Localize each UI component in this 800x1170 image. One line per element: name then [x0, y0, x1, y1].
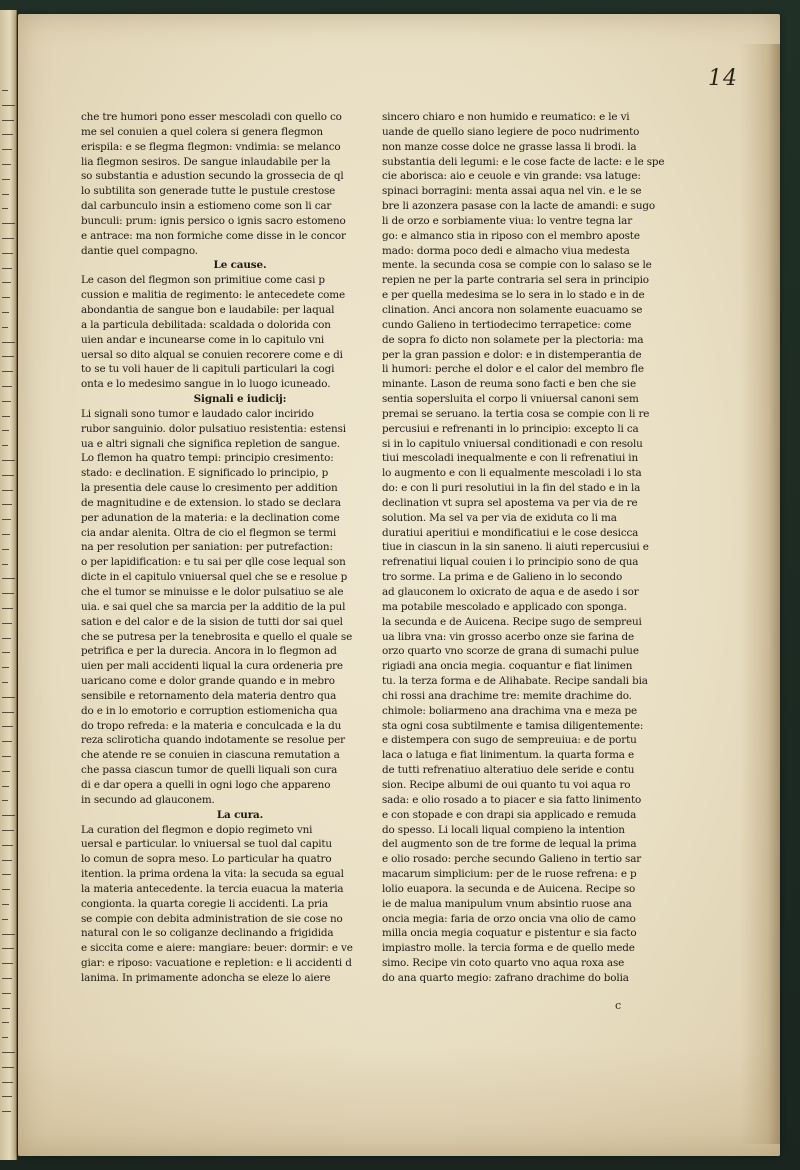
previous-page-text-mark — [2, 253, 13, 254]
previous-page-text-mark — [2, 327, 8, 328]
text-line: macarum simplicium: per de le ruose refrena: e p — [382, 868, 637, 881]
text-line: sation e del calor e de la sision de tutti dor sai quel — [81, 615, 343, 628]
text-line: impiastro molle. la tercia forma e de quello mede — [382, 942, 635, 955]
previous-page-text-mark — [2, 593, 14, 594]
text-line: so substantia e adustion secundo la grossecia de ql — [81, 170, 344, 183]
text-line: simo. Recipe vin coto quarto vno aqua roxa ase — [382, 957, 625, 970]
folio-page — [18, 14, 780, 1156]
previous-page-text-mark — [2, 682, 8, 683]
folio-number: 14 — [708, 66, 738, 91]
text-line: mente. la secunda cosa se compie con lo salaso se le — [382, 259, 652, 272]
text-line: che se putresa per la tenebrosita e quello el quale se — [81, 630, 353, 643]
text-line: Le cause. — [213, 259, 267, 272]
text-line: laca o latuga e fiat linimentum. la quarta forma e — [382, 749, 634, 762]
text-line: Li signali sono tumor e laudado calor incirido — [81, 407, 314, 420]
text-line: Le cason del flegmon son primitiue come casi p — [81, 274, 325, 287]
text-line: clination. Anci ancora non solamente euacuamo se — [382, 303, 643, 316]
previous-page-text-mark — [2, 726, 13, 727]
text-line: uien per mali accidenti liqual la cura ordeneria pre — [81, 660, 343, 673]
text-line: o per lapidification: e tu sai per qlle cose lequal son — [81, 556, 346, 569]
previous-page-text-mark — [2, 401, 11, 402]
text-line: minante. Lason de reuma sono facti e ben che sie — [382, 378, 636, 391]
text-line: lanima. In primamente adoncha se eleze lo aiere — [81, 971, 331, 984]
previous-page-text-mark — [2, 815, 15, 816]
text-line: rigiadi ana oncia megia. coquantur e fiat linimen — [382, 660, 633, 673]
previous-page-text-mark — [2, 268, 12, 269]
text-line: premai se seruano. la tertia cosa se compie con li re — [382, 407, 650, 420]
previous-page-text-mark — [2, 934, 15, 935]
text-line: bunculi: prum: ignis persico o ignis sacro estomeno — [81, 214, 346, 227]
text-line: refrenatiui liqual couien i lo principio sono de qua — [382, 556, 639, 569]
text-line: solution. Ma sel va per via de exiduta co li ma — [382, 511, 617, 524]
previous-page-text-mark — [2, 238, 14, 239]
previous-page-text-mark — [2, 978, 12, 979]
text-line: Lo flemon ha quatro tempi: principio cresimento: — [81, 452, 334, 465]
text-line: per la gran passion e dolor: e in distemperantia de — [382, 348, 642, 361]
previous-page-text-mark — [2, 623, 12, 624]
text-line: li de orzo e sorbiamente viua: lo ventre tegna lar — [382, 214, 633, 227]
previous-page-text-mark — [2, 1008, 10, 1009]
text-line: itention. la prima ordena la vita: la secuda sa egual — [81, 868, 344, 881]
text-line: me sel conuien a quel colera si genera flegmon — [81, 125, 323, 138]
text-line: onta e lo medesimo sangue in lo luogo icuneado. — [81, 378, 331, 391]
text-line: uande de quello siano legiere de poco nudrimento — [382, 125, 640, 138]
previous-page-text-mark — [2, 845, 13, 846]
text-line: to se tu voli hauer de li capituli particulari la cogi — [81, 363, 335, 376]
text-line: cundo Galieno in tertiodecimo terrapetice: come — [382, 318, 632, 331]
previous-page-text-mark — [2, 504, 12, 505]
text-line: do ana quarto megio: zafrano drachime do bolia — [382, 971, 629, 984]
previous-page-text-mark — [2, 904, 9, 905]
text-line: reza scliroticha quando indotamente se resolue per — [81, 734, 345, 747]
text-line: do spesso. Li locali liqual compieno la intention — [382, 823, 625, 836]
text-line: lo comun de sopra meso. Lo particular ha quatro — [81, 853, 332, 866]
text-line: dal carbunculo insin a estiomeno come son li car — [81, 200, 332, 213]
previous-page-text-mark — [2, 90, 8, 91]
text-line: sta ogni cosa subtilmente e tamisa diligentemente: — [382, 719, 644, 732]
text-line: sada: e olio rosado a to piacer e sia fatto linimento — [382, 793, 642, 806]
previous-page-text-mark — [2, 756, 11, 757]
previous-page-text-mark — [2, 371, 13, 372]
text-line: La cura. — [216, 808, 264, 821]
text-line: congionta. la quarta coregie li accidenti. La pria — [81, 897, 329, 910]
signature-mark: c — [615, 999, 622, 1012]
text-line: sincero chiaro e non humido e reumatico: e le vi — [382, 111, 630, 123]
previous-page-text-mark — [2, 549, 9, 550]
text-line: chi rossi ana drachime tre: memite drachime do. — [382, 689, 632, 702]
previous-page-text-mark — [2, 800, 8, 801]
text-line: do: e con li puri resolutiui in la fin del stado e in la — [382, 482, 641, 495]
text-line: e con stopade e con drapi sia applicado e remuda — [382, 808, 637, 821]
previous-page-text-mark — [2, 1037, 8, 1038]
text-line: giar: e riposo: vacuatione e repletion: e li accidenti d — [81, 957, 352, 970]
previous-page-text-mark — [2, 874, 11, 875]
previous-page-text-mark — [2, 786, 9, 787]
text-line: spinaci borragini: menta assai aqua nel vin. e le se — [382, 185, 642, 198]
right-text-column — [382, 110, 700, 986]
text-line: de sopra fo dicto non solamete per la plectoria: ma — [382, 333, 644, 346]
text-line: che el tumor se minuisse e le dolor pulsatiuo se ale — [81, 586, 344, 598]
previous-page-text-mark — [2, 312, 9, 313]
text-line: del augmento son de tre forme de lequal la prima — [382, 838, 637, 851]
text-line: di e dar opera a quelli in ogni logo che appareno — [81, 778, 331, 791]
previous-page-text-mark — [2, 430, 9, 431]
previous-page-text-mark — [2, 475, 14, 476]
previous-page-text-mark — [2, 149, 12, 150]
previous-page-text-mark — [2, 356, 14, 357]
text-line: do e in lo emotorio e corruption estiomenicha qua — [81, 704, 338, 717]
text-line: chimole: boliarmeno ana drachima vna e meza pe — [382, 704, 637, 717]
text-line: a la particula debilitada: scaldada o dolorida con — [81, 318, 331, 331]
previous-page-text-mark — [2, 1067, 14, 1068]
previous-page-text-mark — [2, 889, 10, 890]
text-line: ua libra vna: vin grosso acerbo onze sie farina de — [382, 630, 634, 643]
previous-page-text-mark — [2, 963, 13, 964]
text-line: sensibile e retornamento dela materia dentro qua — [81, 689, 337, 702]
text-line: la secunda e de Auicena. Recipe sugo de sempreui — [382, 615, 642, 628]
text-line: uersal so dito alqual se conuien recorere come e di — [81, 348, 343, 361]
text-line: li humori: perche el dolor e el calor del membro fle — [382, 363, 644, 376]
previous-page-text-mark — [2, 194, 9, 195]
text-line: de magnitudine e de extension. lo stado se declara — [81, 496, 341, 509]
text-line: tiue in ciascun in la sin saneno. li aiuti repercusiui e — [382, 541, 649, 554]
previous-page-text-mark — [2, 652, 10, 653]
previous-page-text-mark — [2, 179, 10, 180]
text-line: ad glauconem lo oxicrato de aqua e de asedo i sor — [382, 586, 639, 598]
text-line: la presentia dele cause lo cresimento per addition — [81, 482, 338, 495]
previous-page-text-mark — [2, 534, 10, 535]
text-line: cie aborisca: aio e ceuole e vin grande: vsa latuge: — [382, 170, 641, 183]
text-line: non manze cosse dolce ne grasse lassa li brodi. la — [382, 140, 637, 153]
text-line: Signali e iudicij: — [193, 393, 287, 406]
text-line: cussion e malitia de regimento: le antecedete come — [81, 289, 345, 302]
previous-page-text-mark — [2, 564, 8, 565]
previous-page-edge — [0, 10, 17, 1160]
text-line: dicte in el capitulo vniuersal quel che se e resolue p — [81, 571, 348, 584]
text-line: tu. la terza forma e de Alihabate. Recipe sandali bia — [382, 675, 648, 688]
text-line: sentia sopersluita el corpo li vniuersal canoni sem — [382, 393, 639, 406]
text-line: e olio rosado: perche secundo Galieno in tertio sar — [382, 853, 642, 866]
previous-page-text-mark — [2, 578, 15, 579]
text-line: e siccita come e aiere: mangiare: beuer: dormir: e ve — [81, 942, 353, 955]
text-line: lolio euapora. la secunda e de Auicena. Recipe so — [382, 882, 636, 895]
text-line: uaricano come e dolor grande quando e in mebro — [81, 675, 335, 688]
previous-page-text-mark — [2, 1111, 11, 1112]
text-line: milla oncia megia coquatur e pistentur e sia facto — [382, 927, 637, 940]
text-line: se compie con debita administration de sie cose no — [81, 912, 343, 925]
text-line: na per resolution per saniation: per putrefaction: — [81, 541, 333, 554]
previous-page-text-mark — [2, 993, 11, 994]
text-line: per adunation de la materia: e la declination come — [81, 511, 340, 524]
previous-page-text-mark — [2, 223, 15, 224]
text-line: in secundo ad glauconem. — [81, 793, 215, 806]
previous-page-text-mark — [2, 282, 11, 283]
text-line: uia. e sai quel che sa marcia per la additio de la pul — [81, 600, 346, 613]
text-line: ma potabile mescolado e applicado con sponga. — [382, 600, 627, 613]
text-line: erispila: e se flegma flegmon: vndimia: se melanco — [81, 140, 341, 153]
text-line: La curation del flegmon e dopio regimeto vni — [81, 823, 313, 836]
text-line: bre li azonzera pasase con la lacte de amandi: e sugo — [382, 200, 655, 213]
previous-page-text-mark — [2, 105, 15, 106]
previous-page-text-mark — [2, 416, 10, 417]
previous-page-text-mark — [2, 638, 11, 639]
previous-page-text-mark — [2, 771, 10, 772]
previous-page-text-mark — [2, 460, 15, 461]
text-line: do tropo refreda: e la materia e conculcada e la du — [81, 719, 342, 732]
text-line: lo subtilita son generade tutte le pustule crestose — [81, 185, 336, 198]
text-line: ua e altri signali che significa repletion de sangue. — [81, 437, 341, 450]
text-line: tiui mescoladi inequalmente e con li refrenatiui in — [382, 452, 638, 465]
text-line: percusiui e refrenanti in lo principio: excepto li ca — [382, 422, 639, 435]
previous-page-text-mark — [2, 519, 11, 520]
previous-page-text-mark — [2, 608, 13, 609]
previous-page-text-mark — [2, 948, 14, 949]
text-line: sion. Recipe albumi de oui quanto tu voi aqua ro — [382, 778, 631, 791]
previous-page-text-mark — [2, 1082, 13, 1083]
text-line: che atende re se conuien in ciascuna remutation a — [81, 749, 340, 762]
text-line: go: e almanco stia in riposo con el membro aposte — [382, 229, 640, 242]
text-line: che passa ciascun tumor de quelli liquali son cura — [81, 764, 338, 777]
previous-page-text-mark — [2, 697, 15, 698]
previous-page-text-mark — [2, 741, 12, 742]
previous-page-text-mark — [2, 297, 10, 298]
text-line: repien ne per la parte contraria sel sera in principio — [382, 274, 649, 287]
previous-page-text-mark — [2, 712, 14, 713]
text-line: ie de malua manipulum vnum absintio ruose ana — [382, 897, 632, 910]
text-line: la materia antecedente. la tercia euacua la materia — [81, 882, 344, 895]
previous-page-text-mark — [2, 830, 14, 831]
text-line: e per quella medesima se lo sera in lo stado e in de — [382, 289, 645, 302]
text-line: petrifica e per la durecia. Ancora in lo flegmon ad — [81, 645, 337, 658]
previous-page-text-mark — [2, 164, 11, 165]
page-edge-shading — [740, 44, 780, 1144]
text-line: e antrace: ma non formiche come disse in le concor — [81, 229, 346, 242]
previous-page-text-mark — [2, 208, 8, 209]
text-line: lo augmento e con li equalmente mescoladi i lo sta — [382, 467, 642, 480]
text-line: declination vt supra sel apostema va per via de re — [382, 496, 638, 509]
previous-page-text-mark — [2, 134, 13, 135]
previous-page-text-mark — [2, 919, 8, 920]
left-text-column — [81, 110, 399, 986]
text-line: natural con le so coliganze declinando a frigidida — [81, 927, 334, 940]
text-line: rubor sanguinio. dolor pulsatiuo resistentia: estensi — [81, 422, 346, 435]
previous-page-text-mark — [2, 342, 15, 343]
previous-page-text-mark — [2, 667, 9, 668]
previous-page-text-mark — [2, 1052, 15, 1053]
text-line: tro sorme. La prima e de Galieno in lo secondo — [382, 571, 623, 584]
text-line: lia flegmon sesiros. De sangue inlaudabile per la — [81, 155, 331, 168]
text-line: stado: e declination. E significado lo principio, p — [81, 467, 329, 480]
text-line: che tre humori pono esser mescoladi con quello co — [81, 111, 342, 123]
text-line: substantia deli legumi: e le cose facte de lacte: e le spe — [382, 155, 665, 168]
previous-page-text-mark — [2, 490, 13, 491]
text-line: oncia megia: faria de orzo oncia vna olio de camo — [382, 912, 636, 925]
text-line: de tutti refrenatiuo alteratiuo dele seride e contu — [382, 764, 635, 777]
page-bottom-shading — [18, 1046, 780, 1156]
text-line: dantie quel compagno. — [81, 244, 198, 257]
text-line: abondantia de sangue bon e laudabile: per laqual — [81, 303, 335, 316]
previous-page-text-mark — [2, 120, 14, 121]
previous-page-text-mark — [2, 445, 8, 446]
text-line: orzo quarto vno scorze de grana di sumachi pulue — [382, 645, 639, 658]
text-line: e distempera con sugo de sempreuiua: e de portu — [382, 734, 637, 747]
text-line: si in lo capitulo vniuersal conditionadi e con resolu — [382, 437, 643, 450]
text-line: uersal e particular. lo vniuersal se tuol dal capitu — [81, 838, 332, 851]
text-line: duratiui aperitiui e mondificatiui e le cose desicca — [382, 526, 639, 539]
text-line: cia andar alenita. Oltra de cio el flegmon se termi — [81, 526, 337, 539]
previous-page-text-mark — [2, 1096, 12, 1097]
previous-page-text-mark — [2, 1022, 9, 1023]
previous-page-text-mark — [2, 386, 12, 387]
text-line: mado: dorma poco dedi e almacho viua medesta — [382, 244, 630, 257]
previous-page-text-mark — [2, 860, 12, 861]
text-line: uien andar e incunearse come in lo capitulo vni — [81, 333, 325, 346]
